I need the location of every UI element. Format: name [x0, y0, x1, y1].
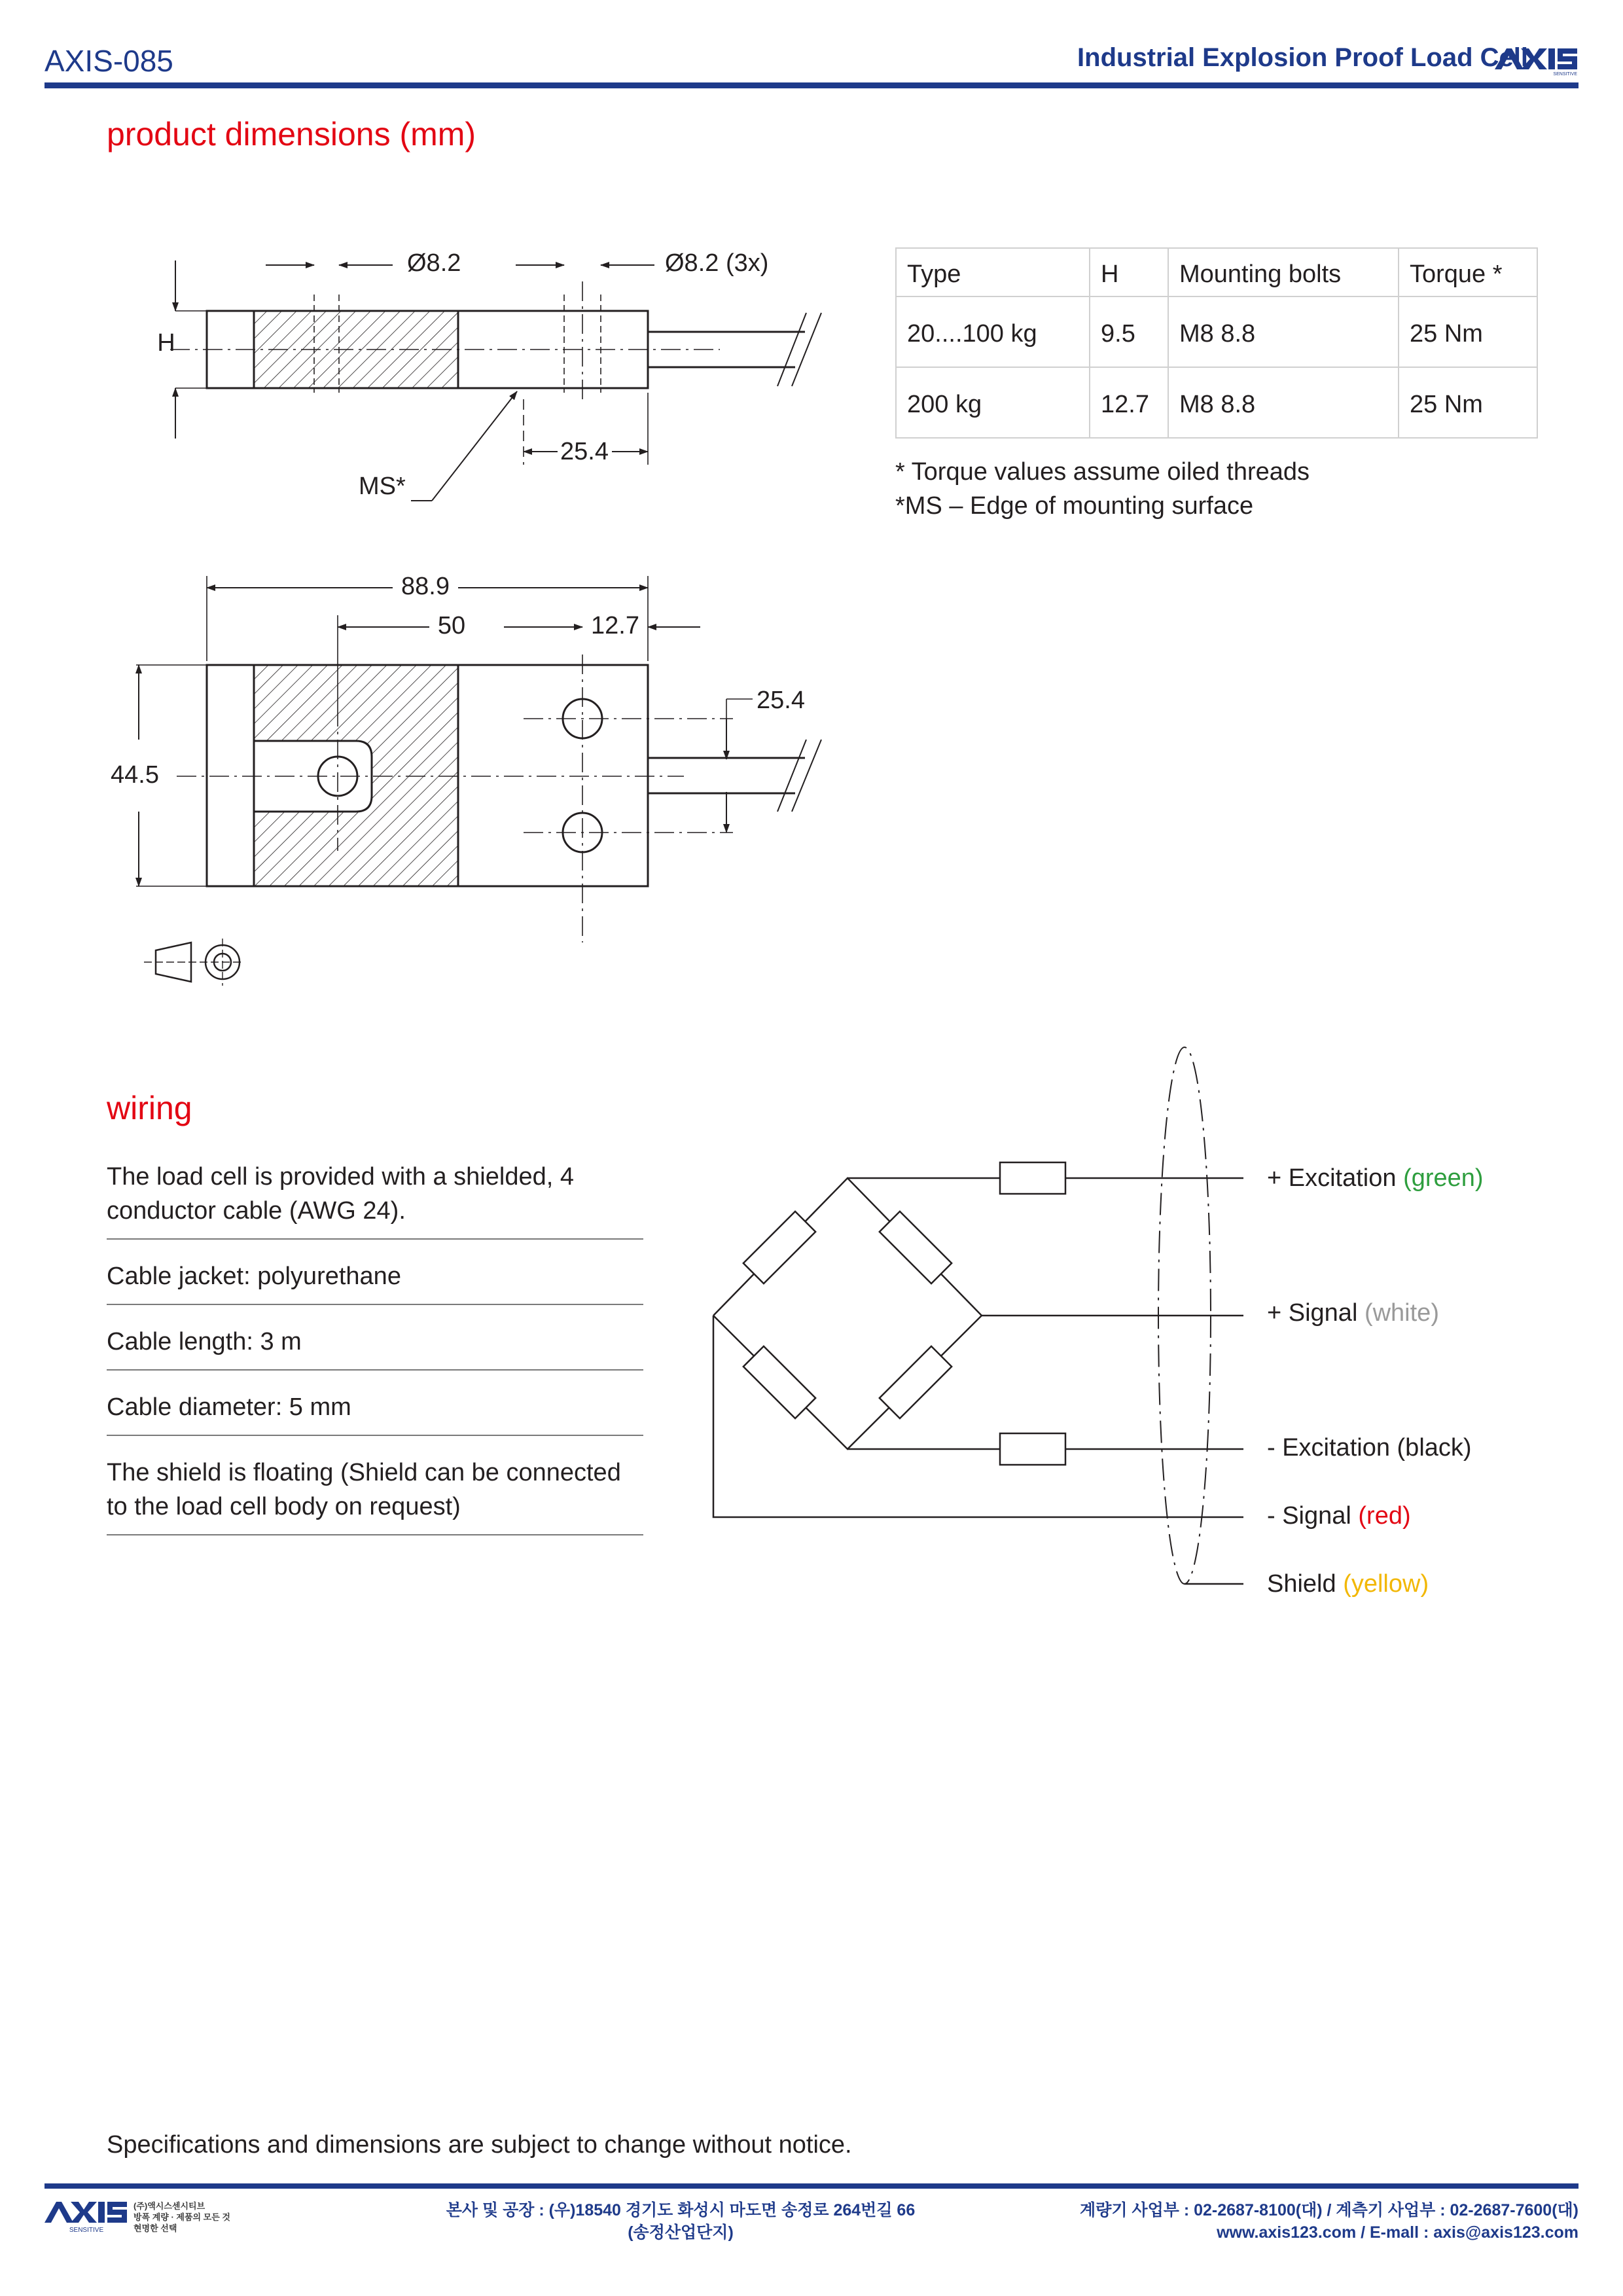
table-cell: 12.7 — [1090, 367, 1168, 438]
company-name: (주)액시스센시티브 — [134, 2201, 205, 2211]
address-line: 본사 및 공장 : (우)18540 경기도 화성시 마도면 송정로 264번길 66 — [446, 2201, 916, 2219]
axis-logo — [45, 2198, 128, 2233]
excitation-plus-label: + Excitation (green) — [1267, 1164, 1484, 1192]
signal-minus-label: - Signal (red) — [1267, 1502, 1411, 1530]
hole-spacing-label: 50 — [437, 612, 466, 639]
table-header: H — [1090, 248, 1168, 296]
table-cell: M8 8.8 — [1168, 296, 1399, 367]
phone-line: 계량기 사업부 : 02-2687-8100(대) / 계측기 사업부 : 02-2687-7600(대) — [1080, 2201, 1578, 2219]
shield-color: (yellow) — [1343, 1570, 1429, 1598]
company-slogan: 방폭 계량 · 제품의 모든 것 — [134, 2212, 230, 2222]
address-line-2: (송정산업단지) — [628, 2223, 734, 2242]
hole-dia-3x-label: Ø8.2 (3x) — [665, 249, 769, 277]
shield-label: Shield (yellow) — [1267, 1570, 1429, 1598]
web-line: www.axis123.com / E-mall : axis@axis123.com — [1217, 2223, 1578, 2242]
signal-minus-color: (red) — [1358, 1502, 1411, 1530]
bolt-spacing-label: 25.4 — [757, 687, 805, 714]
table-cell: 25 Nm — [1399, 296, 1537, 367]
table-cell: 200 kg — [896, 367, 1090, 438]
document-title: Industrial Explosion Proof Load Cell — [1077, 43, 1528, 72]
table-header: Torque * — [1399, 248, 1537, 296]
offset-25-label: 25.4 — [560, 438, 609, 465]
contact-block — [1080, 2199, 1578, 2244]
list-item: The shield is floating (Shield can be connected to the load cell body on request) — [107, 1456, 643, 1535]
list-item: Cable length: 3 m — [107, 1325, 643, 1371]
signal-plus-color: (white) — [1364, 1299, 1439, 1327]
table-cell: 25 Nm — [1399, 367, 1537, 438]
company-block — [134, 2200, 258, 2234]
height-label: H — [157, 329, 175, 357]
dimensions-heading: product dimensions (mm) — [107, 116, 476, 152]
table-header: Type — [896, 248, 1090, 296]
svg-text:SENSITIVE: SENSITIVE — [69, 2227, 104, 2233]
excitation-minus-color: (black) — [1397, 1434, 1472, 1462]
end-offset-label: 12.7 — [591, 612, 639, 639]
footer-rule — [45, 2183, 1578, 2189]
list-item: Cable diameter: 5 mm — [107, 1390, 643, 1436]
wiring-heading: wiring — [107, 1090, 192, 1126]
excitation-minus-label: - Excitation (black) — [1267, 1434, 1472, 1462]
list-item: The load cell is provided with a shielded, 4 conductor cable (AWG 24). — [107, 1160, 643, 1240]
signal-plus-label: + Signal (white) — [1267, 1299, 1439, 1327]
hole-dia-label: Ø8.2 — [407, 249, 461, 277]
torque-note: * Torque values assume oiled threads — [895, 458, 1310, 486]
table-cell: M8 8.8 — [1168, 367, 1399, 438]
width-label: 44.5 — [111, 761, 159, 789]
address-block — [406, 2199, 955, 2244]
table-cell: 9.5 — [1090, 296, 1168, 367]
length-label: 88.9 — [401, 573, 450, 600]
excitation-plus-color: (green) — [1403, 1164, 1484, 1192]
disclaimer: Specifications and dimensions are subject to change without notice. — [107, 2131, 852, 2159]
table-cell: 20....100 kg — [896, 296, 1090, 367]
svg-text:SENSITIVE: SENSITIVE — [1553, 72, 1577, 76]
ms-note: *MS – Edge of mounting surface — [895, 492, 1254, 520]
list-item: Cable jacket: polyurethane — [107, 1259, 643, 1305]
ms-label: MS* — [359, 473, 406, 500]
model-number: AXIS-085 — [45, 44, 173, 78]
company-slogan-2: 현명한 선택 — [134, 2223, 177, 2233]
table-header: Mounting bolts — [1168, 248, 1399, 296]
